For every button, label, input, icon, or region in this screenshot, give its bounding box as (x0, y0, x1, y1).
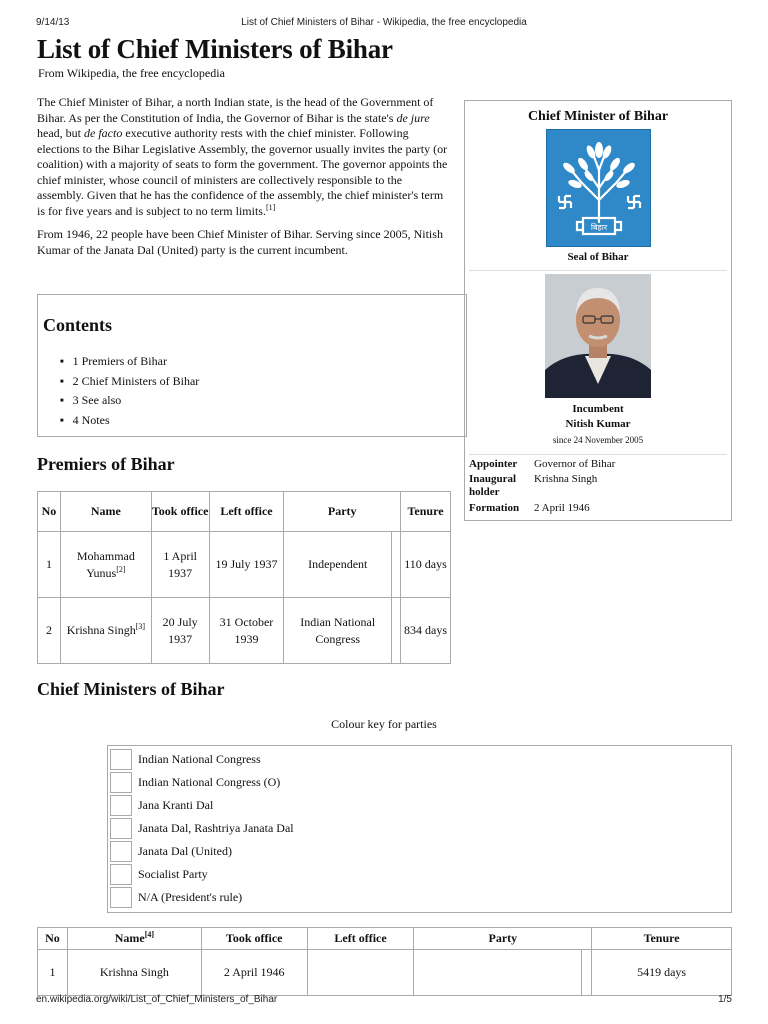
party-name[interactable]: Socialist Party (138, 867, 208, 881)
page-title: List of Chief Ministers of Bihar (37, 34, 393, 64)
colour-key-row (110, 841, 710, 863)
colour-key-caption: Colour key for parties (331, 717, 437, 731)
cell-party: Independent (284, 532, 392, 598)
party-name[interactable]: Indian National Congress (138, 752, 261, 766)
cell-tenure: 5419 days (592, 950, 732, 996)
inaugural-holder-value[interactable]: Krishna Singh (534, 473, 598, 485)
cell-took-office: 20 July 1937 (151, 598, 209, 664)
toc-item-see-also[interactable]: ■ 3 See also (60, 392, 199, 412)
premier-name-link[interactable]: Mohammad Yunus (76, 548, 135, 580)
cell-name (60, 532, 151, 598)
chief-ministers-table (37, 927, 732, 996)
print-url: en.wikipedia.org/wiki/List_of_Chief_Ministers_of_Bihar (36, 994, 278, 1005)
toc-item-notes[interactable]: ■ 4 Notes (60, 412, 199, 432)
premier-name-link[interactable]: Krishna Singh (66, 623, 136, 637)
print-page-title: List of Chief Ministers of Bihar - Wikipedia, the free encyclopedia (241, 17, 527, 28)
infobox-title: Chief Minister of Bihar (527, 109, 669, 124)
inaugural-holder-label: Inaugural holder (469, 473, 517, 498)
reference-4[interactable]: [4] (144, 930, 155, 939)
cell-no: 2 (38, 598, 61, 664)
party-name[interactable]: Janata Dal (United) (138, 844, 232, 858)
col-header-party: Party (414, 928, 592, 950)
col-header-left-office: Left office (307, 928, 414, 950)
cell-party-colour (392, 532, 401, 598)
infobox-divider (469, 454, 727, 455)
chief-ministers-heading: Chief Ministers of Bihar (37, 679, 225, 699)
table-row (38, 950, 732, 996)
cell-left-office (307, 950, 414, 996)
cell-tenure: 834 days (401, 598, 451, 664)
col-header-took-office: Took office (151, 492, 209, 532)
print-date: 9/14/13 (36, 17, 70, 28)
formation-value: 2 April 1946 (534, 502, 590, 514)
print-page-number: 1/5 (718, 994, 732, 1005)
colour-key-row (110, 864, 710, 886)
print-header (0, 17, 768, 31)
col-header-no: No (38, 492, 61, 532)
site-tagline: From Wikipedia, the free encyclopedia (38, 66, 225, 80)
seal-inscription: बिहार (590, 223, 608, 232)
cell-name (60, 598, 151, 664)
cell-tenure: 110 days (401, 532, 451, 598)
intro-text (37, 95, 451, 258)
cell-no: 1 (38, 532, 61, 598)
table-row (38, 532, 451, 598)
reference-2[interactable]: [2] (116, 564, 126, 574)
incumbent-name[interactable]: Nitish Kumar (565, 418, 631, 430)
col-header-left-office: Left office (209, 492, 284, 532)
de-jure-term: de jure (396, 110, 430, 125)
party-name[interactable]: Indian National Congress (O) (138, 775, 281, 789)
nitish-kumar-portrait[interactable] (545, 274, 651, 398)
colour-key-row (110, 772, 710, 794)
appointer-label: Appointer (469, 458, 518, 470)
col-header-name: Name[4] (67, 928, 201, 950)
incumbent-label: Incumbent (572, 403, 624, 415)
toc-item-chief-ministers[interactable]: ■ 2 Chief Ministers of Bihar (60, 373, 199, 393)
table-of-contents (37, 294, 467, 437)
colour-key-row (110, 795, 710, 817)
cell-took-office: 2 April 1946 (201, 950, 307, 996)
party-name: N/A (President's rule) (138, 890, 243, 904)
incumbent-since: since 24 November 2005 (552, 435, 644, 445)
table-header-row (38, 928, 732, 950)
party-colour-swatch (110, 795, 132, 816)
party-name[interactable]: Jana Kranti Dal (138, 798, 214, 812)
cell-name[interactable]: Krishna Singh (67, 950, 201, 996)
cell-took-office: 1 April 1937 (151, 532, 209, 598)
table-row (38, 598, 451, 664)
intro-paragraph-1: The Chief Minister of Bihar, a north Indian state, is the head of the Government of Bihar. As per the Constitution of India, the Governor of Bihar is the state's de jure head, but de facto executive authority rests with the chief minister. Following elections to the Bihar Legislative Assembly, the governor usually invites the party (or coalition) with a majority of seats to form the government. The governor appoints the chief minister, whose council of ministers are collectively responsible to the assembly. Given that he has the confidence of the assembly, the chief minister's term is for five years and is subject to no term limits.[1] (37, 95, 448, 218)
party-colour-swatch (110, 749, 132, 770)
print-footer (0, 994, 768, 1008)
party-colour-swatch (110, 818, 132, 839)
seal-caption: Seal of Bihar (567, 251, 629, 263)
party-colour-swatch (110, 841, 132, 862)
formation-label: Formation (469, 502, 520, 514)
cell-no: 1 (38, 950, 68, 996)
colour-key-box (107, 745, 732, 913)
appointer-value[interactable]: Governor of Bihar (534, 458, 616, 470)
cell-party-colour (392, 598, 401, 664)
colour-key-row (110, 749, 710, 771)
col-header-took-office: Took office (201, 928, 307, 950)
party-colour-swatch (110, 864, 132, 885)
seal-of-bihar-image[interactable] (546, 129, 651, 247)
infobox-divider (469, 270, 727, 271)
de-facto-term: de facto (84, 126, 123, 140)
cell-party[interactable]: Indian National Congress (284, 598, 392, 664)
infobox (464, 100, 732, 521)
party-name[interactable]: Janata Dal, Rashtriya Janata Dal (138, 821, 294, 835)
party-colour-swatch (110, 887, 132, 908)
table-header-row (38, 492, 451, 532)
col-header-tenure: Tenure (592, 928, 732, 950)
intro-paragraph-2: From 1946, 22 people have been Chief Minister of Bihar. Serving since 2005, Nitish Kumar of the Janata Dal (United) party is the current incumbent. (37, 227, 443, 257)
cell-left-office: 31 October 1939 (209, 598, 284, 664)
reference-3[interactable]: [3] (135, 622, 146, 631)
cell-left-office: 19 July 1937 (209, 532, 284, 598)
toc-item-premiers[interactable]: ■ 1 Premiers of Bihar (60, 353, 199, 373)
cell-party-colour (582, 950, 592, 996)
cell-party (414, 950, 582, 996)
col-header-tenure: Tenure (401, 492, 451, 532)
col-header-no: No (38, 928, 68, 950)
colour-key-row (110, 818, 710, 840)
premiers-table (37, 491, 451, 664)
party-colour-swatch (110, 772, 132, 793)
colour-key-row (110, 887, 710, 909)
col-header-name: Name (60, 492, 151, 532)
premiers-heading: Premiers of Bihar (37, 454, 175, 474)
reference-1[interactable]: [1] (265, 202, 276, 212)
toc-heading: Contents (43, 315, 113, 335)
col-header-party: Party (284, 492, 401, 532)
